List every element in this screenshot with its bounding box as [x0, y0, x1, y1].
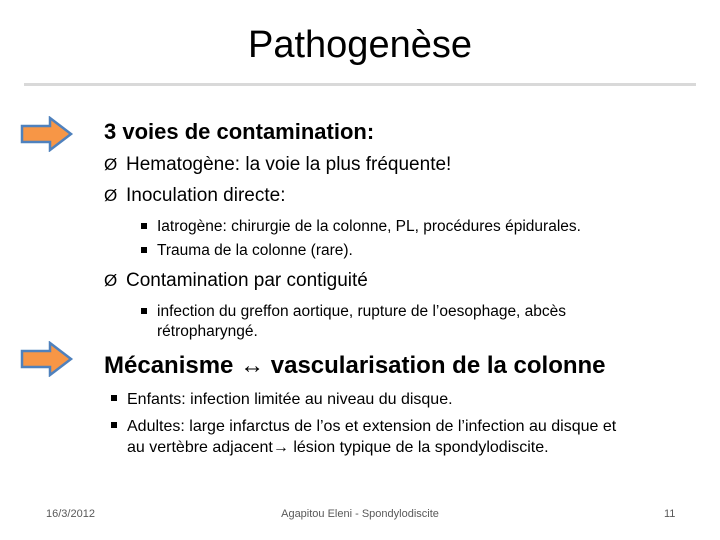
bullet-text-line2 [127, 437, 616, 458]
sub-bullet-iatrogene [157, 217, 581, 237]
slide-title: Pathogenèse [248, 24, 472, 66]
line2-end: lésion typique de la spondylodiscite. [288, 439, 549, 456]
bullet-text-line1: Adultes: large infarctus de l’os et extension de l’infection au disque et [127, 418, 617, 435]
section-heading-mecanisme [104, 351, 606, 381]
section-heading-contamination: 3 voies de contamination: [104, 119, 375, 144]
sub-bullet-infection-greffon [157, 302, 566, 342]
sub-bullet-text: Iatrogène: chirurgie de la colonne, PL, procédures épidurales. [157, 218, 581, 235]
sub-bullet-text-line2: rétropharyngé. [157, 323, 258, 340]
bullet-marker: Ø [104, 155, 118, 174]
right-arrow-icon [20, 341, 74, 377]
bullet-marker: Ø [104, 271, 118, 290]
bullet-contiguite [104, 269, 368, 293]
square-bullet-icon [111, 395, 117, 401]
square-bullet-icon [141, 247, 147, 253]
footer-date: 16/3/2012 [46, 508, 95, 520]
bullet-text: Enfants: infection limitée au niveau du disque. [127, 391, 453, 408]
double-arrow-icon: ↔ [240, 352, 265, 379]
right-arrow-glyph-icon: → [272, 439, 289, 456]
sub-bullet-text-line1: infection du greffon aortique, rupture de l’oesophage, abcès [157, 303, 567, 320]
bullet-adultes [127, 416, 616, 458]
bullet-text: Hematogène: la voie la plus fréquente! [126, 154, 452, 175]
right-arrow-icon [20, 116, 74, 152]
square-bullet-icon [141, 223, 147, 229]
heading-mecanisme: Mécanisme [104, 352, 234, 379]
footer-page-number: 11 [664, 508, 676, 520]
bullet-text: Inoculation directe: [126, 185, 286, 206]
bullet-text: Contamination par contiguité [126, 270, 368, 291]
bullet-inoculation [104, 184, 286, 208]
square-bullet-icon [111, 422, 117, 428]
sub-bullet-text: Trauma de la colonne (rare). [157, 242, 353, 259]
bullet-hematogene [104, 153, 451, 177]
line2-start: au vertèbre adjacent [127, 439, 273, 456]
bullet-marker: Ø [104, 186, 118, 205]
footer-author: Agapitou Eleni - Spondylodiscite [281, 508, 439, 520]
square-bullet-icon [141, 308, 147, 314]
sub-bullet-trauma [157, 241, 353, 261]
bullet-enfants [127, 389, 453, 410]
heading-vascularisation: vascularisation de la colonne [270, 352, 606, 379]
title-divider [24, 83, 696, 86]
